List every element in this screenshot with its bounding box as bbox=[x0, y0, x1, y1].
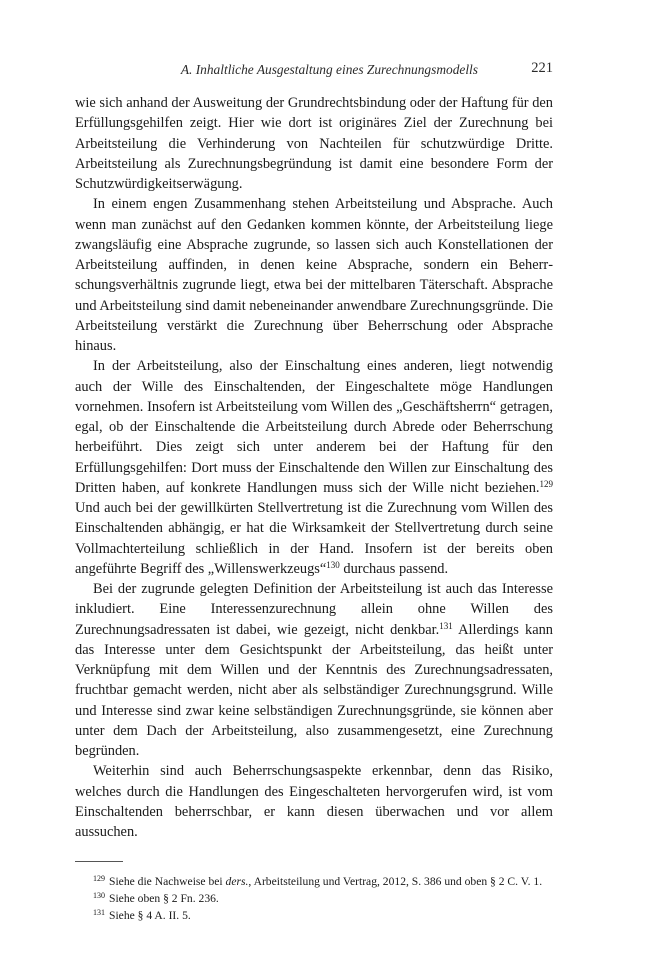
footnote bbox=[75, 907, 553, 924]
paragraph bbox=[75, 93, 553, 194]
paragraph-text: wie sich anhand der Ausweitung der Grundrechtsbindung oder der Haftung für den Erfüllungsgehilfen zeigt. Hier wie dort ist originäres Ziel der Zurechnung bei Arbeitsteilung die Verhinderung von Nachteilen für schutzwürdige Dritte. Arbeitsteilung als Zurechnungsbegründung ist damit eine besondere Form der Schutzwürdigkeitserwägung. bbox=[75, 95, 553, 192]
paragraph-text: durchaus passend. bbox=[339, 560, 449, 577]
paragraph-text: In einem engen Zusammenhang stehen Arbeitsteilung und Absprache. Auch wenn man zunächst auf den Gedanken kommen könnte, der Arbeitsteilung liege zwangsläufig eine Absprache zugrunde, so lassen sich auch Konstellationen der Arbeitsteilung auffinden, in denen keine Absprache, sondern ein Beherrschungsverhältnis zugrunde liegt, etwa bei der mittelbaren Täterschaft. Absprache und Arbeitsteilung sind damit nebeneinander anwendbare Zurechnungsgründe. Die Arbeitsteilung verstärkt die Zurechnung über Beherrschung oder Absprache hinaus. bbox=[75, 196, 553, 354]
footnote-number: 130 bbox=[93, 891, 105, 901]
paragraph-text: Und auch bei der gewillkürten Stellvertretung ist die Zurechnung vom Willen des Einschaltenden abhängig, er hat die Wirksamkeit der Stellvertretung durch seine Vollmachterteilung schließlich in der Hand. Insofern ist der bereits oben angeführte Begriff des „Willenswerkzeugs“ bbox=[75, 500, 553, 577]
paragraph-text: Bei der zugrunde gelegten Definition der Arbeitsteilung ist auch das Interesse inkludiert. Eine Interessenzurechnung allein ohne Willen des Zurechnungsadressaten ist dabei, wie gezeigt, nicht denkbar. bbox=[75, 581, 553, 638]
footnote-reference[interactable]: 130 bbox=[326, 559, 340, 570]
paragraph bbox=[75, 579, 553, 761]
footnotes bbox=[75, 873, 553, 924]
footnote-text: Siehe oben § 2 Fn. 236. bbox=[109, 892, 219, 906]
paragraph bbox=[75, 356, 553, 579]
footnote-text: , Arbeitsteilung und Vertrag, 2012, S. 386 und oben § 2 C. V. 1. bbox=[248, 875, 543, 889]
paragraph bbox=[75, 761, 553, 842]
paragraph-text: Weiterhin sind auch Beherrschungsaspekte erkennbar, denn das Risiko, welches durch die Handlungen des Eingeschalteten hervorgerufen wird, ist vom Einschaltenden beherrschbar, er kann diesen überwachen und vor allem aussuchen. bbox=[75, 763, 553, 840]
footnote-divider bbox=[75, 861, 123, 862]
footnote-text-italic: ders. bbox=[225, 875, 249, 889]
page-number: 221 bbox=[531, 60, 553, 76]
footnote-text: Siehe die Nachweise bei bbox=[109, 875, 226, 889]
footnote-reference[interactable]: 131 bbox=[439, 620, 453, 631]
footnote-text: Siehe § 4 A. II. 5. bbox=[109, 909, 191, 923]
footnote-reference[interactable]: 129 bbox=[539, 478, 553, 489]
running-head bbox=[75, 58, 553, 80]
running-head-title: A. Inhaltliche Ausgestaltung eines Zurechnungsmodells bbox=[180, 62, 478, 77]
footnote-number: 129 bbox=[93, 874, 105, 884]
body-text bbox=[75, 93, 553, 842]
book-page bbox=[75, 58, 553, 924]
paragraph-text: Allerdings kann das Interesse unter dem Gesichtspunkt der Arbeitsteilung, das heißt unter Verknüpfung mit dem Willen und der Kenntnis des Zurechnungsadressaten, fruchtbar gemacht werden, nicht aber als selbständiger Zurechnungsgrund. Wille und Interesse sind zwar keine selbständigen Zurechnungsgründe, sie können aber unter dem Dach der Arbeitsteilung, also zusammengesetzt, eine Zurechnung begründen. bbox=[75, 621, 553, 759]
footnote bbox=[75, 890, 553, 907]
paragraph bbox=[75, 194, 553, 356]
footnote bbox=[75, 873, 553, 890]
footnote-number: 131 bbox=[93, 908, 105, 918]
paragraph-text: In der Arbeitsteilung, also der Einschaltung eines anderen, liegt notwendig auch der Wille des Einschaltenden, der Eingeschaltete möge Handlungen vornehmen. Insofern ist Arbeitsteilung vom Willen des „Geschäftsherrn“ getragen, egal, ob der Einschaltende die Arbeitsteilung durch Abrede oder Beherrschung herbeiführt. Dies zeigt sich unter anderem bei der Haftung für den Erfüllungsgehilfen: Dort muss der Einschaltende den Willen zur Einschaltung des Dritten haben, auf konkrete Handlungen muss sich der Wille nicht beziehen. bbox=[75, 358, 553, 496]
